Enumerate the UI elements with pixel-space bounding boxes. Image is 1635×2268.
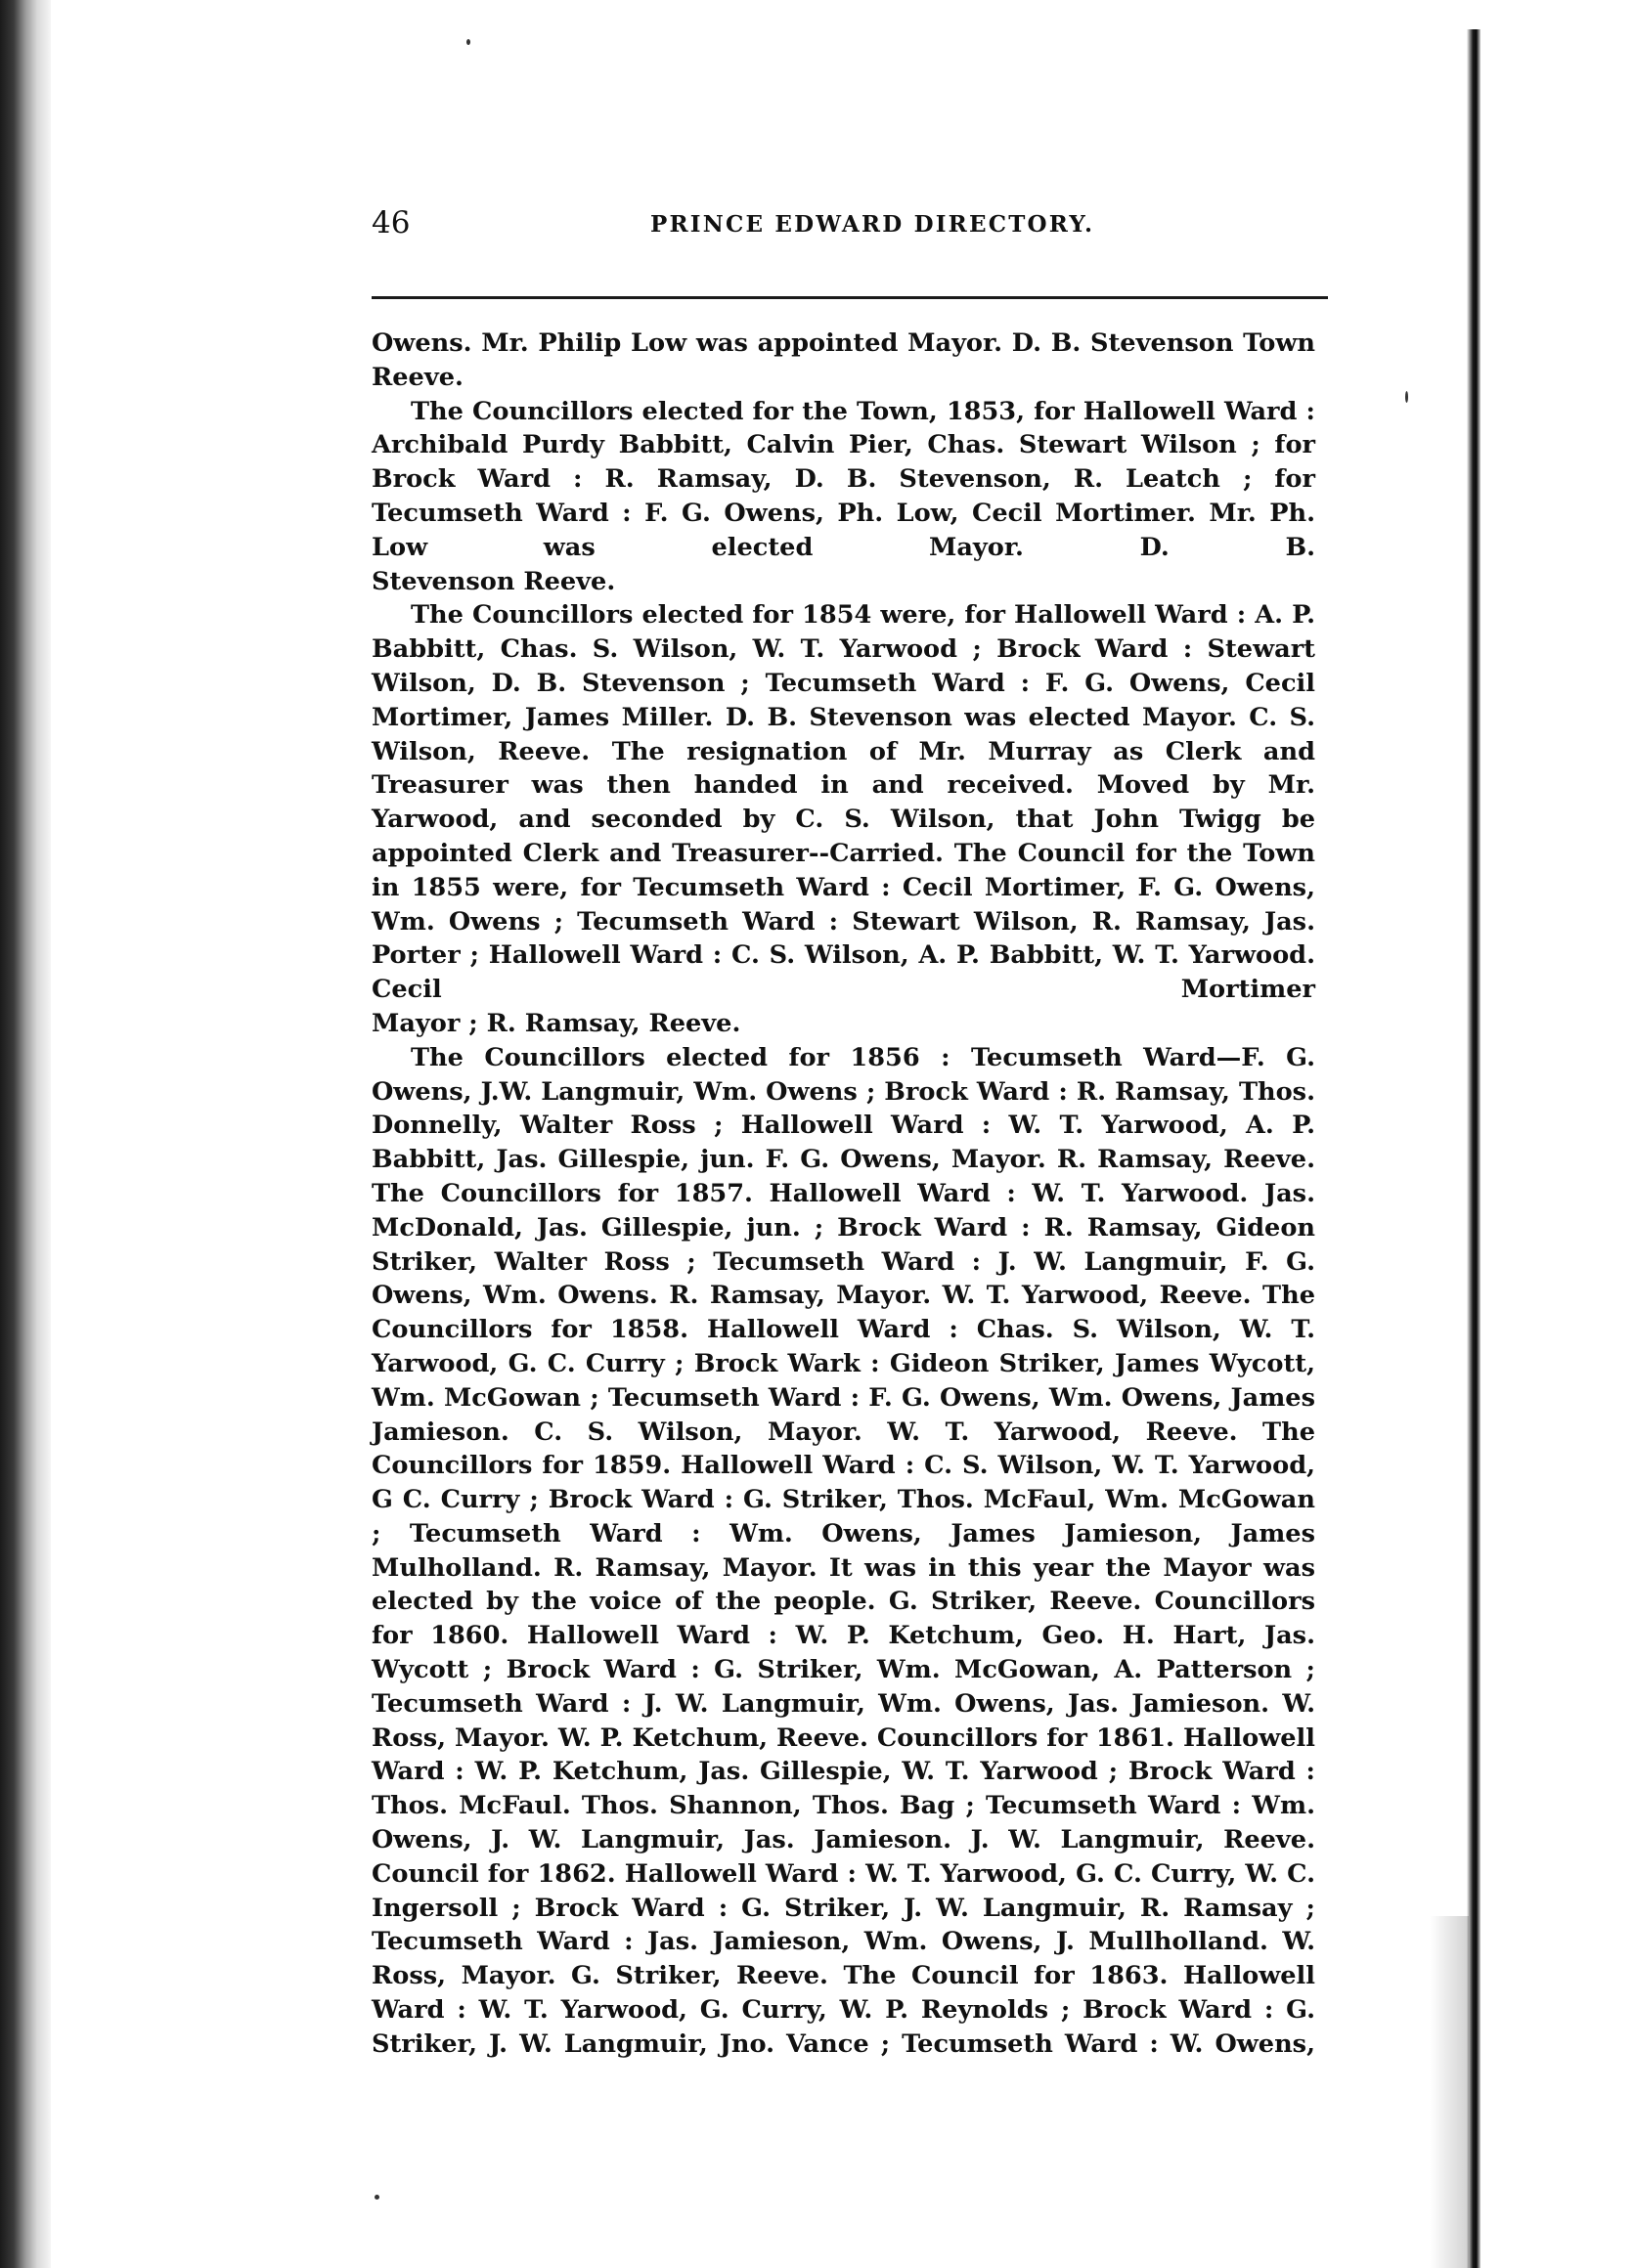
print-speck [1405, 391, 1408, 403]
paragraph-1856: The Councillors elected for 1856 : Tecumseth Ward—F. G. Owens, J.W. Langmuir, Wm. Owens ; Brock Ward : R. Ramsay, Thos. Donnelly, Walter Ross ; Hallowell Ward : W. T. Yarwood, A. P. Babbitt, Jas. Gillespie, jun. F. G. Owens, Mayor. R. Ramsay, Reeve. The Councillors for 1857. Hallowell Ward : W. T. Yarwood. Jas. McDonald, Jas. Gillespie, jun. ; Brock Ward : R. Ramsay, Gideon Striker, Walter Ross ; Tecumseth Ward : J. W. Langmuir, F. G. Owens, Wm. Owens. R. Ramsay, Mayor. W. T. Yarwood, Reeve. The Councillors for 1858. Hallowell Ward : Chas. S. Wilson, W. T. Yarwood, G. C. Curry ; Brock Wark : Gideon Striker, James Wycott, Wm. McGowan ; Tecumseth Ward : F. G. Owens, Wm. Owens, James Jamieson. C. S. Wilson, Mayor. W. T. Yarwood, Reeve. The Councillors for 1859. Hallowell Ward : C. S. Wilson, W. T. Yarwood, G C. Curry ; Brock Ward : G. Striker, Thos. McFaul, Wm. McGowan ; Tecumseth Ward : Wm. Owens, James Jamieson, James Mulholland. R. Ramsay, Mayor. It was in this year the Mayor was elected by the voice of the people. G. Striker, Reeve. Councillors for 1860. Hallowell Ward : W. P. Ketchum, Geo. H. Hart, Jas. Wycott ; Brock Ward : G. Striker, Wm. McGowan, A. Patterson ; Tecumseth Ward : J. W. Langmuir, Wm. Owens, Jas. Jamieson. W. Ross, Mayor. W. P. Ketchum, Reeve. Councillors for 1861. Hallowell Ward : W. P. Ketchum, Jas. Gillespie, W. T. Yarwood ; Brock Ward : Thos. McFaul. Thos. Shannon, Thos. Bag ; Tecumseth Ward : Wm. Owens, J. W. Langmuir, Jas. Jamieson. J. W. Langmuir, Reeve. Council for 1862. Hallowell Ward : W. T. Yarwood, G. C. Curry, W. C. Ingersoll ; Brock Ward : G. Striker, J. W. Langmuir, R. Ramsay ; Tecumseth Ward : Jas. Jamieson, Wm. Owens, J. Mullholland. W. Ross, Mayor. G. Striker, Reeve. The Council for 1863. Hallowell Ward : W. T. Yarwood, G. Curry, W. P. Reynolds ; Brock Ward : G. Striker, J. W. Langmuir, Jno. Vance ; Tecumseth Ward : W. Owens, [372, 1042, 1315, 2059]
paragraph-1854: The Councillors elected for 1854 were, for Hallowell Ward : A. P. Babbitt, Chas. S. Wilson, W. T. Yarwood ; Brock Ward : Stewart Wilson, D. B. Stevenson ; Tecumseth Ward : F. G. Owens, Cecil Mortimer, James Miller. D. B. Stevenson was elected Mayor. C. S. Wilson, Reeve. The resignation of Mr. Murray as Clerk and Treasurer was then handed in and received. Moved by Mr. Yarwood, and seconded by C. S. Wilson, that John Twigg be appointed Clerk and Treasurer--Carried. The Council for the Town in 1855 were, for Tecumseth Ward : Cecil Mortimer, F. G. Owens, Wm. Owens ; Tecumseth Ward : Stewart Wilson, R. Ramsay, Jas. Porter ; Hallowell Ward : C. S. Wilson, A. P. Babbitt, W. T. Yarwood. Cecil Mortimer [372, 600, 1315, 1005]
paragraph-1854-end: Mayor ; R. Ramsay, Reeve. [372, 1008, 741, 1038]
facing-page-edge [1467, 29, 1480, 2268]
paragraph-1853-end: Stevenson Reeve. [372, 566, 616, 596]
print-speck [375, 2195, 379, 2200]
page-edge-shadow [1430, 1916, 1469, 2268]
page-body [372, 327, 1315, 2062]
page-number: 46 [372, 205, 411, 240]
paragraph-continuation: Owens. Mr. Philip Low was appointed Mayor. D. B. Stevenson Town [372, 328, 1315, 358]
header-rule [372, 296, 1328, 299]
running-head: PRINCE EDWARD DIRECTORY. [650, 211, 1095, 238]
paragraph-continuation-end: Reeve. [372, 362, 464, 392]
paragraph-1853: The Councillors elected for the Town, 1853, for Hallowell Ward : Archibald Purdy Babbitt, Calvin Pier, Chas. Stewart Wilson ; for Brock Ward : R. Ramsay, D. B. Stevenson, R. Leatch ; for Tecumseth Ward : F. G. Owens, Ph. Low, Cecil Mortimer. Mr. Ph. Low was elected Mayor. D. B. [372, 396, 1315, 562]
page-header [372, 205, 1330, 250]
print-speck [466, 39, 470, 45]
book-binding-shadow [0, 0, 51, 2268]
